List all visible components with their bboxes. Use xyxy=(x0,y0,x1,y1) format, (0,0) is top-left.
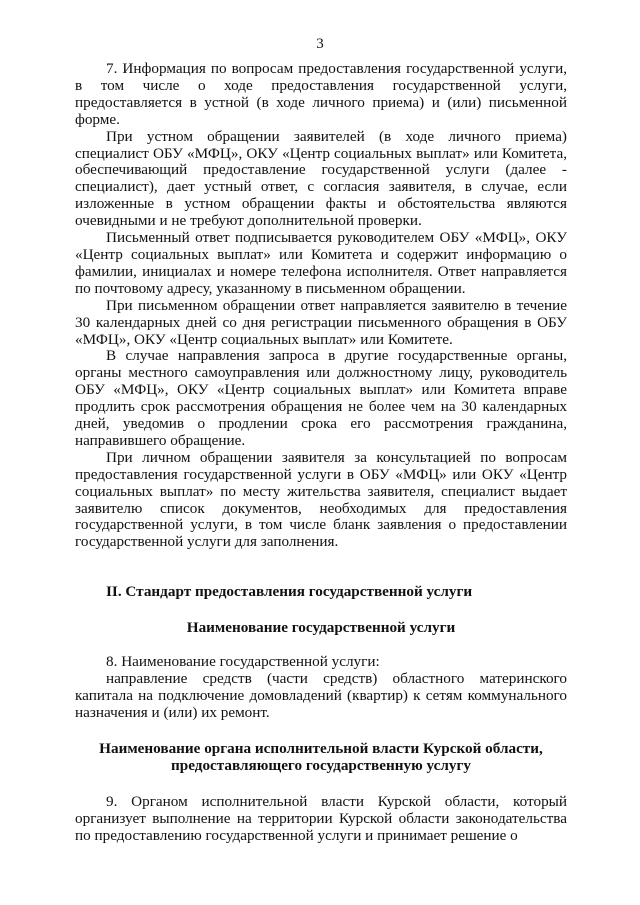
paragraph-personal-consultation: При личном обращении заявителя за консультацией по вопросам предоставления государственной услуги в ОБУ «МФЦ» или ОКУ «Центр социальных выплат» по месту жительства заявителя, специалист выдает заявителю список документов, необходимых для предоставления государственной услуги, в том числе бланк заявления о предоставлении государственной услуги для заполнения. xyxy=(75,448,567,551)
subheading-authority-line-1: Наименование органа исполнительной власти Курской области, xyxy=(99,740,543,757)
section-heading-standard: II. Стандарт предоставления государственной услуги xyxy=(106,583,473,600)
section-9-block xyxy=(75,794,567,845)
paragraph-written-answer: Письменный ответ подписывается руководителем ОБУ «МФЦ», ОКУ «Центр социальных выплат» или Комитета и содержит информацию о фамилии, инициалах и номере телефона исполнителя. Ответ направляется по почтовому адресу, указанному в письменном обращении. xyxy=(75,229,567,297)
paragraph-9-authority: 9. Органом исполнительной власти Курской области, который организует выполнение на территории Курской области законодательства по предоставлению государственной услуги и принимает решение о xyxy=(75,793,567,844)
paragraph-term-extension: В случае направления запроса в другие государственные органы, органы местного самоуправления или должностному лицу, руководитель ОБУ «МФЦ», ОКУ «Центр социальных выплат» или Комитета вправе продлить срок рассмотрения обращения не более чем на 30 календарных дней, уведомив о продлении срока его рассмотрения гражданина, направившего обращение. xyxy=(75,347,567,449)
subheading-authority-line-2: предоставляющего государственную услугу xyxy=(171,757,471,774)
subheading-authority xyxy=(75,740,567,774)
paragraph-7-info-forms: 7. Информация по вопросам предоставления государственной услуги, в том числе о ходе предоставления государственной услуги, предоставляется в устной (в ходе личного приема) и (или) письменной форме. xyxy=(75,60,567,128)
subheading-service-name: Наименование государственной услуги xyxy=(186,619,456,636)
section-8-block xyxy=(75,654,567,722)
paragraph-8-service-name-label: 8. Наименование государственной услуги: xyxy=(106,653,380,670)
section-7-info-block xyxy=(75,61,567,551)
page-number: 3 xyxy=(316,36,324,52)
paragraph-8-service-name-value: направление средств (части средств) областного материнского капитала на подключение домовладений (квартир) к сетям коммунального назначения и (или) их ремонт. xyxy=(75,669,567,721)
paragraph-oral-request: При устном обращении заявителей (в ходе личного приема) специалист ОБУ «МФЦ», ОКУ «Центр социальных выплат» или Комитета, обеспечивающий предоставление государственной услуги (далее - специалист), дает устный ответ, с согласия заявителя, в случае, если изложенные в устном обращении факты и обстоятельства являются очевидными и не требуют дополнительной проверки. xyxy=(75,127,567,230)
paragraph-written-request-term: При письменном обращении ответ направляется заявителю в течение 30 календарных дней со дня регистрации письменного обращения в ОБУ «МФЦ», ОКУ «Центр социальных выплат» или Комитете. xyxy=(75,296,567,348)
